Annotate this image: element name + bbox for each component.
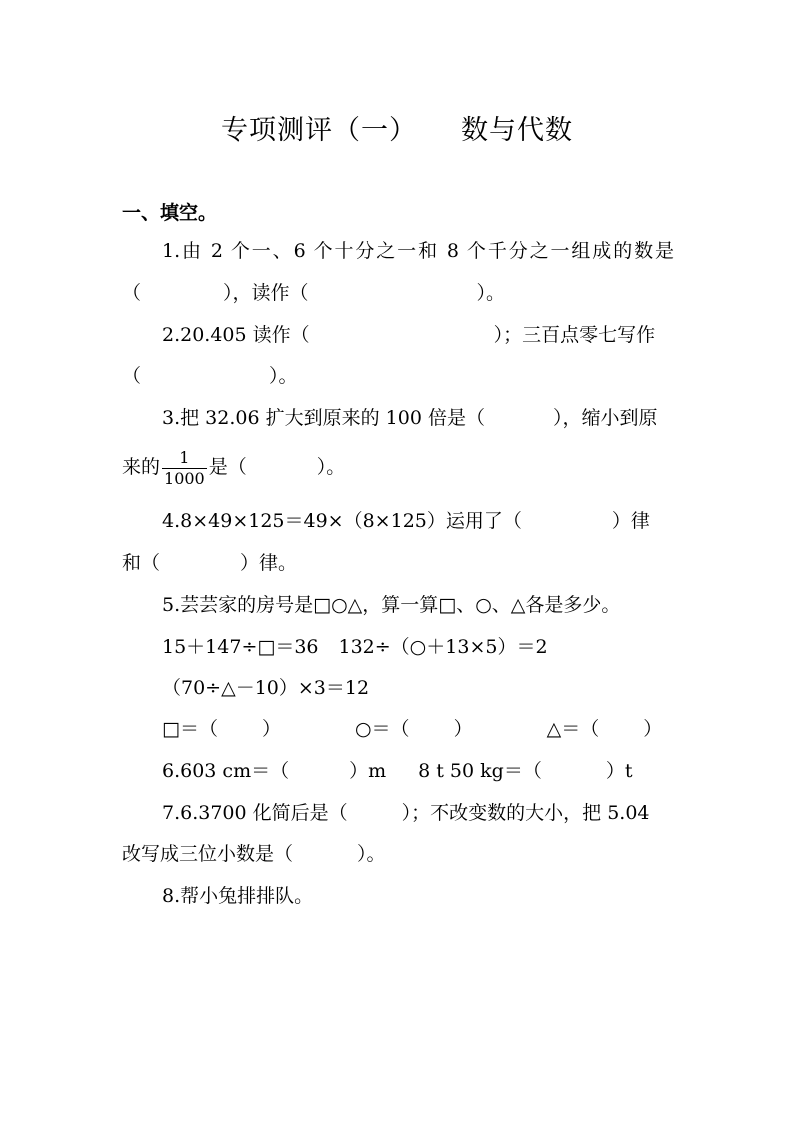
question-3-line-1: 3.把 32.06 扩大到原来的 100 倍是（ ），缩小到原	[162, 407, 658, 429]
question-1-line-1: 1.由 2 个一、6 个十分之一和 8 个千分之一组成的数是	[162, 240, 674, 262]
page-title: 专项测评（一） 数与代数	[221, 115, 573, 146]
question-7-line-1: 7.6.3700 化简后是（ ）；不改变数的大小，把 5.04	[162, 802, 650, 824]
question-7-line-2: 改写成三位小数是（ ）。	[122, 843, 386, 865]
question-5-equation-3: （70÷△－10）×3＝12	[162, 677, 370, 699]
question-5-equations: 15＋147÷□＝36 132÷（○＋13×5）＝2	[162, 636, 548, 658]
question-2-line-1: 2.20.405 读作（ ）；三百点零七写作	[162, 324, 656, 346]
fraction: $\frac{1}{1000}$	[164, 447, 205, 488]
question-2-line-2: （ ）。	[122, 365, 298, 387]
question-6: 6.603 cm＝（ ）m 8 t 50 kg＝（ ）t	[162, 760, 633, 782]
section-heading: 一、填空。	[122, 202, 218, 224]
question-5-line-1: 5.芸芸家的房号是□○△，算一算□、○、△各是多少。	[162, 594, 621, 616]
question-4-line-1: 4.8×49×125＝49×（8×125）运用了（ ）律	[162, 510, 650, 532]
question-8: 8.帮小兔排排队。	[162, 885, 314, 907]
question-5-answers: □＝（ ） ○＝（ ） △＝（ ）	[162, 718, 663, 740]
question-4-line-2: 和（ ）律。	[122, 552, 298, 574]
question-3-line-2: 来的 $\frac{1}{1000}$ 是（ ）。	[122, 447, 346, 488]
question-1-line-2: （ ），读作（ ）。	[122, 282, 506, 304]
